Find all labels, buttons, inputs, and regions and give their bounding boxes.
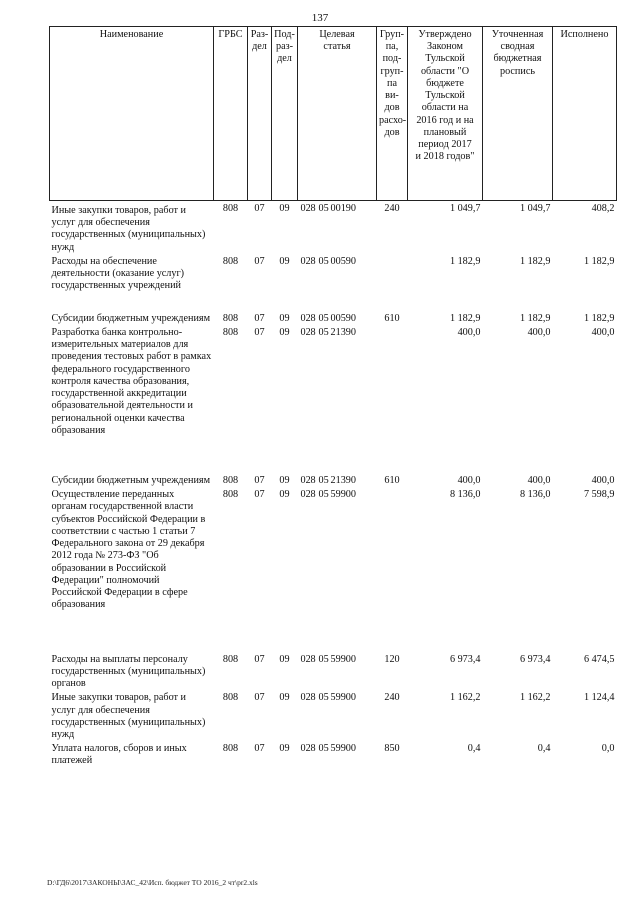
target-article-part: 02 [300, 743, 311, 755]
row-approved: 8 136,0 [449, 489, 481, 501]
row-target-article [298, 325, 377, 437]
row-expense-group: 610 [384, 474, 400, 486]
target-article-part: 8 [310, 312, 316, 324]
target-article-part: 05 [318, 203, 329, 214]
row-razdel: 07 [254, 203, 265, 214]
row-approved: 1 182,9 [449, 312, 481, 324]
row-podrazdel: 09 [279, 255, 290, 267]
row-approved: 1 049,7 [449, 203, 481, 214]
row-executed: 7 598,9 [583, 489, 615, 501]
target-article-part: 21390 [330, 326, 356, 338]
table-row [50, 325, 617, 437]
target-article-part: 8 [310, 743, 316, 755]
target-article-part: 59900 [330, 692, 356, 704]
header-name: Наименование [50, 27, 214, 201]
target-article-part: 8 [310, 653, 316, 665]
row-podrazdel: 09 [279, 653, 290, 665]
row-grbs: 808 [222, 326, 239, 338]
row-approved: 1 162,2 [449, 692, 481, 704]
row-razdel: 07 [254, 326, 265, 338]
row-spacer [50, 612, 617, 652]
table-row [50, 741, 617, 767]
target-article-part: 05 [318, 743, 329, 755]
row-podrazdel: 09 [279, 489, 290, 501]
row-expense-group: 240 [384, 203, 400, 214]
file-path-footer: D:\ГД6\2017\ЗАКОНЫ\ЗАС_42\Исп. бюджет ТО 2016_2 чт\pr2.xls [47, 878, 258, 887]
row-name: Расходы на обеспечение деятельности (оказание услуг) государственных учреждений [51, 255, 185, 292]
row-target-article [298, 311, 377, 325]
target-article-part: 02 [300, 326, 311, 338]
row-expense-group [377, 487, 408, 611]
row-podrazdel: 09 [279, 312, 290, 324]
table-row [50, 201, 617, 254]
target-article-part: 8 [310, 474, 316, 486]
row-razdel: 07 [254, 255, 265, 267]
row-approved: 0,4 [467, 743, 481, 755]
target-article-part: 05 [318, 692, 329, 704]
row-target-article [298, 690, 377, 741]
header-expense-group: Груп- па, под- груп- па ви- дов расхо- дов [377, 27, 408, 201]
header-grbs: ГРБС [214, 27, 248, 201]
row-refined: 400,0 [527, 326, 551, 338]
row-expense-group: 850 [384, 743, 400, 755]
target-article-part: 02 [300, 653, 311, 665]
target-article-part: 8 [310, 255, 316, 267]
target-article-part: 02 [300, 255, 311, 267]
row-razdel: 07 [254, 692, 265, 704]
header-executed: Исполнено [553, 27, 617, 201]
target-article-part: 00190 [330, 203, 356, 214]
row-executed: 6 474,5 [583, 653, 615, 665]
row-approved: 400,0 [457, 474, 481, 486]
target-article-part: 59900 [330, 489, 356, 501]
header-podrazdel: Под- раз- дел [272, 27, 298, 201]
target-article-part: 05 [318, 474, 329, 486]
row-razdel: 07 [254, 474, 265, 486]
header-refined-schedule: Уточненная сводная бюджетная роспись [483, 27, 553, 201]
row-expense-group: 610 [384, 312, 400, 324]
row-name: Расходы на выплаты персоналу государственных (муниципальных) органов [51, 653, 206, 690]
target-article-part: 05 [318, 255, 329, 267]
row-razdel: 07 [254, 312, 265, 324]
row-executed: 400,0 [591, 474, 615, 486]
row-grbs: 808 [222, 743, 239, 755]
target-article-part: 05 [318, 326, 329, 338]
row-name: Иные закупки товаров, работ и услуг для обеспечения государственных (муниципальных) нужд [51, 692, 206, 740]
row-name: Иные закупки товаров, работ и услуг для обеспечения государственных (муниципальных) нужд [51, 205, 206, 253]
table-row [50, 652, 617, 691]
header-approved: Утверждено Законом Тульской области "О бюджете Тульской области на 2016 год и на плановый период 2017 и 2018 годов" [408, 27, 483, 201]
row-podrazdel: 09 [279, 326, 290, 338]
header-razdel: Раз- дел [248, 27, 272, 201]
row-name: Субсидии бюджетным учреждениям [51, 474, 211, 486]
row-grbs: 808 [222, 255, 239, 267]
row-refined: 6 973,4 [519, 653, 551, 665]
row-approved: 6 973,4 [449, 653, 481, 665]
table-row [50, 473, 617, 487]
target-article-part: 00590 [330, 255, 356, 267]
target-article-part: 00590 [330, 312, 356, 324]
row-target-article [298, 487, 377, 611]
row-razdel: 07 [254, 743, 265, 755]
row-name: Субсидии бюджетным учреждениям [51, 312, 211, 324]
target-article-part: 59900 [330, 743, 356, 755]
row-refined: 400,0 [527, 474, 551, 486]
row-expense-group [377, 254, 408, 293]
row-grbs: 808 [222, 692, 239, 704]
row-razdel: 07 [254, 653, 265, 665]
row-executed: 400,0 [591, 326, 615, 338]
page-number: 137 [311, 12, 329, 24]
row-target-article [298, 741, 377, 767]
row-approved: 1 182,9 [449, 255, 481, 267]
row-grbs: 808 [222, 474, 239, 486]
header-target-article: Целевая статья [298, 27, 377, 201]
table-row [50, 690, 617, 741]
row-name: Осуществление переданных органам государственной власти субъектов Российской Федерации в соответствии с частью 1 статьи 7 Федерального закона от 29 декабря 2012 года № 273-ФЗ "Об образовании в Российской Федерации" полномочий Российской Федерации в сфере образования [51, 489, 206, 611]
target-article-part: 05 [318, 653, 329, 665]
row-target-article [298, 652, 377, 691]
row-razdel: 07 [254, 489, 265, 501]
row-spacer [50, 437, 617, 473]
table-row [50, 487, 617, 611]
row-executed: 408,2 [591, 203, 615, 214]
row-expense-group [377, 325, 408, 437]
target-article-part: 8 [310, 692, 316, 704]
row-grbs: 808 [222, 653, 239, 665]
row-expense-group: 240 [384, 692, 400, 704]
target-article-part: 8 [310, 326, 316, 338]
row-refined: 1 049,7 [519, 203, 551, 214]
target-article-part: 8 [310, 203, 316, 214]
row-spacer [50, 293, 617, 311]
target-article-part: 02 [300, 692, 311, 704]
row-podrazdel: 09 [279, 203, 290, 214]
table-header [50, 27, 617, 201]
budget-table [49, 26, 617, 768]
target-article-part: 8 [310, 489, 316, 501]
row-grbs: 808 [222, 312, 239, 324]
target-article-part: 59900 [330, 653, 356, 665]
row-refined: 0,4 [537, 743, 551, 755]
row-refined: 8 136,0 [519, 489, 551, 501]
row-podrazdel: 09 [279, 692, 290, 704]
target-article-part: 21390 [330, 474, 356, 486]
target-article-part: 02 [300, 474, 311, 486]
row-grbs: 808 [222, 489, 239, 501]
row-approved: 400,0 [457, 326, 481, 338]
row-name: Разработка банка контрольно-измерительных материалов для проведения тестовых работ в рамках федерального государственного контроля качества образования, государственной аккредитации образовательной деятельности и региональной оценки качества образования [51, 326, 212, 436]
table-body [50, 201, 617, 768]
row-target-article [298, 254, 377, 293]
row-executed: 1 182,9 [583, 255, 615, 267]
row-podrazdel: 09 [279, 474, 290, 486]
row-podrazdel: 09 [279, 743, 290, 755]
target-article-part: 02 [300, 312, 311, 324]
table-row [50, 311, 617, 325]
row-grbs: 808 [222, 203, 239, 214]
row-name: Уплата налогов, сборов и иных платежей [51, 743, 187, 767]
row-executed: 1 124,4 [583, 692, 615, 704]
row-refined: 1 162,2 [519, 692, 551, 704]
target-article-part: 02 [300, 489, 311, 501]
row-executed: 1 182,9 [583, 312, 615, 324]
row-refined: 1 182,9 [519, 255, 551, 267]
row-target-article [298, 201, 377, 254]
row-executed: 0,0 [601, 743, 615, 755]
row-refined: 1 182,9 [519, 312, 551, 324]
target-article-part: 05 [318, 489, 329, 501]
table-row [50, 254, 617, 293]
target-article-part: 02 [300, 203, 311, 214]
row-target-article [298, 473, 377, 487]
target-article-part: 05 [318, 312, 329, 324]
row-expense-group: 120 [384, 653, 400, 665]
